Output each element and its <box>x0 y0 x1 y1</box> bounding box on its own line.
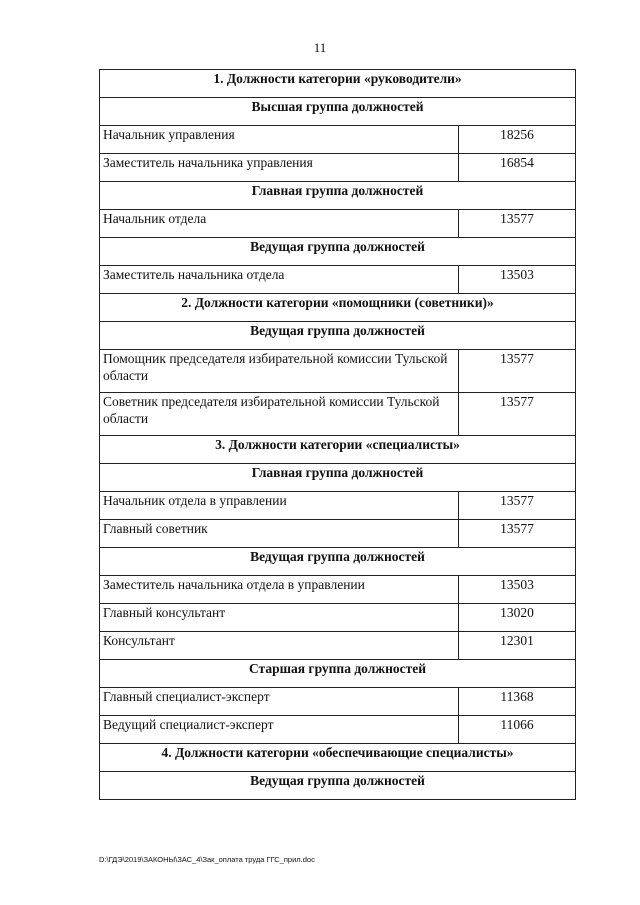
category-heading: 3. Должности категории «специалисты» <box>100 436 576 464</box>
position-name: Главный специалист-эксперт <box>100 688 459 716</box>
group-row <box>100 238 576 266</box>
group-row <box>100 464 576 492</box>
position-name: Помощник председателя избирательной комиссии Тульской области <box>100 350 459 393</box>
salary-value: 13577 <box>459 350 576 393</box>
group-heading: Высшая группа должностей <box>100 98 576 126</box>
position-name: Главный советник <box>100 520 459 548</box>
position-row <box>100 520 576 548</box>
category-row <box>100 436 576 464</box>
group-row <box>100 182 576 210</box>
group-heading: Ведущая группа должностей <box>100 322 576 350</box>
position-row <box>100 393 576 436</box>
position-name: Советник председателя избирательной комиссии Тульской области <box>100 393 459 436</box>
position-row <box>100 604 576 632</box>
position-name: Заместитель начальника отдела <box>100 266 459 294</box>
category-row <box>100 744 576 772</box>
page-number: 11 <box>313 40 327 55</box>
position-row <box>100 126 576 154</box>
position-row <box>100 350 576 393</box>
salary-value: 12301 <box>459 632 576 660</box>
salary-value: 13020 <box>459 604 576 632</box>
position-row <box>100 632 576 660</box>
position-row <box>100 266 576 294</box>
category-heading: 2. Должности категории «помощники (советники)» <box>100 294 576 322</box>
position-row <box>100 492 576 520</box>
group-heading: Ведущая группа должностей <box>100 548 576 576</box>
salary-value: 13577 <box>459 393 576 436</box>
group-row <box>100 772 576 800</box>
salary-value: 13503 <box>459 576 576 604</box>
group-row <box>100 548 576 576</box>
group-row <box>100 98 576 126</box>
salary-value: 13577 <box>459 210 576 238</box>
salary-value: 13503 <box>459 266 576 294</box>
position-name: Начальник управления <box>100 126 459 154</box>
category-heading: 4. Должности категории «обеспечивающие специалисты» <box>100 744 576 772</box>
salary-table <box>99 69 576 800</box>
position-name: Консультант <box>100 632 459 660</box>
group-row <box>100 660 576 688</box>
position-row <box>100 688 576 716</box>
group-heading: Ведущая группа должностей <box>100 238 576 266</box>
salary-value: 16854 <box>459 154 576 182</box>
position-row <box>100 210 576 238</box>
group-heading: Главная группа должностей <box>100 464 576 492</box>
position-name: Заместитель начальника отдела в управлении <box>100 576 459 604</box>
position-name: Начальник отдела <box>100 210 459 238</box>
salary-value: 18256 <box>459 126 576 154</box>
position-row <box>100 716 576 744</box>
position-row <box>100 576 576 604</box>
salary-value: 13577 <box>459 492 576 520</box>
salary-value: 13577 <box>459 520 576 548</box>
position-name: Главный консультант <box>100 604 459 632</box>
position-row <box>100 154 576 182</box>
group-heading: Ведущая группа должностей <box>100 772 576 800</box>
group-row <box>100 322 576 350</box>
category-row <box>100 294 576 322</box>
position-name: Начальник отдела в управлении <box>100 492 459 520</box>
category-heading: 1. Должности категории «руководители» <box>100 70 576 98</box>
position-name: Ведущий специалист-эксперт <box>100 716 459 744</box>
salary-value: 11368 <box>459 688 576 716</box>
group-heading: Главная группа должностей <box>100 182 576 210</box>
salary-value: 11066 <box>459 716 576 744</box>
position-name: Заместитель начальника управления <box>100 154 459 182</box>
category-row <box>100 70 576 98</box>
group-heading: Старшая группа должностей <box>100 660 576 688</box>
file-path-footer: D:\ГДЭ\2019\ЗАКОНЫ\ЗАС_4\Зак_оплата труда ГГС_прил.doc <box>99 855 315 864</box>
